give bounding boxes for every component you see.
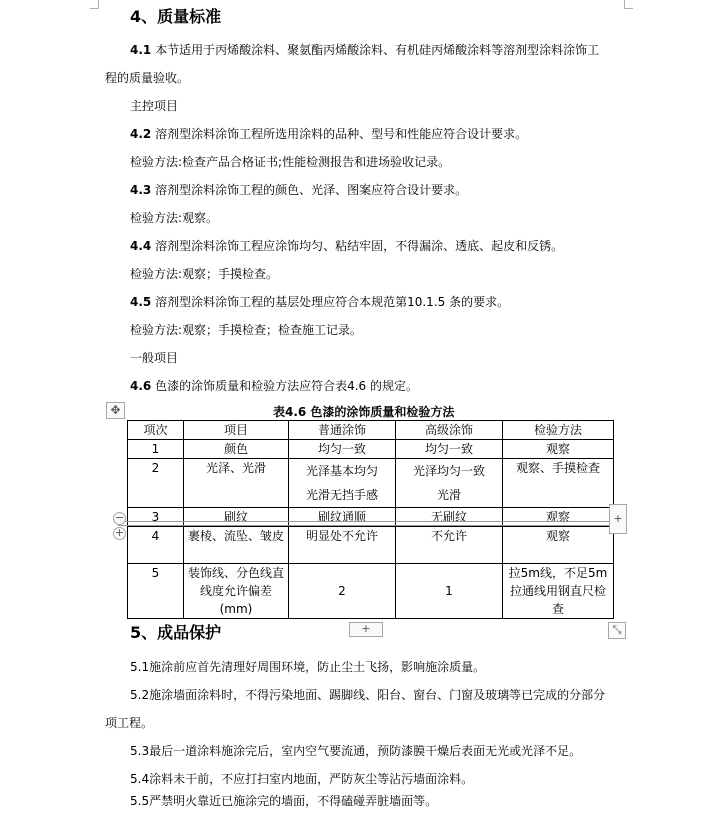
method-4-5: 检验方法:观察；手摸检查；检查施工记录。 (130, 323, 363, 337)
add-row-button[interactable]: + (349, 622, 383, 637)
cell-normal: 均匀一致 (289, 440, 396, 459)
method-4-4: 检验方法:观察；手摸检查。 (130, 267, 279, 281)
paragraph-4-3: 4.3 溶剂型涂料涂饰工程的颜色、光泽、图案应符合设计要求。 (130, 183, 468, 197)
cell-item: 裹棱、流坠、皱皮 (184, 527, 289, 564)
cell-advanced: 不允许 (396, 527, 503, 564)
add-column-button[interactable]: + (609, 504, 627, 534)
cell-advanced: 无刷纹 (396, 508, 503, 527)
table-row (128, 440, 614, 459)
cell-no: 1 (128, 440, 184, 459)
header-advanced: 高级涂饰 (396, 421, 503, 440)
move-handle-icon[interactable]: ✥ (106, 402, 125, 419)
cell-item: 刷纹 (184, 508, 289, 527)
cell-method: 拉5m线，不足5m拉通线用钢直尺检查 (503, 564, 614, 619)
cell-normal: 明显处不允许 (289, 527, 396, 564)
paragraph-5-5: 5.5严禁明火靠近已施涂完的墙面，不得磕碰弄脏墙面等。 (130, 794, 438, 808)
cell-advanced: 均匀一致 (396, 440, 503, 459)
paragraph-5-2: 5.2施涂墙面涂料时，不得污染地面、踢脚线、阳台、窗台、门窗及玻璃等已完成的分部分 (130, 688, 606, 702)
cell-advanced: 光泽均匀一致 光滑 (396, 459, 503, 508)
section-4-heading: 4、质量标准 (130, 7, 222, 26)
section-5-heading: 5、成品保护 (130, 623, 222, 642)
paragraph-4-1: 4.1 本节适用于丙烯酸涂料、聚氨酯丙烯酸涂料、有机硅丙烯酸涂料等溶剂型涂料涂饰工 (130, 43, 600, 57)
table-row (128, 527, 614, 564)
paragraph-4-1-cont: 程的质量验收。 (105, 71, 190, 85)
cell-item: 颜色 (184, 440, 289, 459)
cell-item: 光泽、光滑 (184, 459, 289, 508)
paragraph-5-1: 5.1施涂前应首先清理好周围环境，防止尘土飞扬，影响施涂质量。 (130, 660, 486, 674)
paragraph-4-4: 4.4 溶剂型涂料涂饰工程应涂饰均匀、粘结牢固，不得漏涂、透底、起皮和反锈。 (130, 239, 564, 253)
paragraph-4-5: 4.5 溶剂型涂料涂饰工程的基层处理应符合本规范第10.1.5 条的要求。 (130, 295, 510, 309)
cell-method: 观察 (503, 508, 614, 527)
main-items-label: 主控项目 (130, 99, 179, 113)
cell-method: 观察 (503, 527, 614, 564)
cell-method: 观察 (503, 440, 614, 459)
method-4-2: 检验方法:检查产品合格证书;性能检测报告和进场验收记录。 (130, 155, 451, 169)
paragraph-4-2: 4.2 溶剂型涂料涂饰工程所选用涂料的品种、型号和性能应符合设计要求。 (130, 127, 528, 141)
cell-advanced: 1 (396, 564, 503, 619)
paragraph-5-4: 5.4涂料未干前，不应打扫室内地面，严防灰尘等沾污墙面涂料。 (130, 772, 474, 786)
resize-icon[interactable]: ⤡ (608, 622, 626, 639)
paragraph-5-2-cont: 项工程。 (105, 716, 154, 730)
cell-normal: 刷纹通顺 (289, 508, 396, 527)
cell-method: 观察、手摸检查 (503, 459, 614, 508)
page-corner-mark-left (90, 0, 99, 9)
header-no: 项次 (128, 421, 184, 440)
cell-normal: 光泽基本均匀 光滑无挡手感 (289, 459, 396, 508)
method-4-3: 检验方法:观察。 (130, 211, 219, 225)
paragraph-5-3: 5.3最后一道涂料施涂完后，室内空气要流通，预防漆膜干燥后表面无光或光泽不足。 (130, 744, 582, 758)
minus-icon[interactable]: − (114, 511, 125, 524)
quality-table (127, 420, 614, 619)
cell-no: 4 (128, 527, 184, 564)
table-caption: 表4.6 色漆的涂饰质量和检验方法 (273, 405, 455, 419)
general-items-label: 一般项目 (130, 351, 179, 365)
paragraph-4-6: 4.6 色漆的涂饰质量和检验方法应符合表4.6 的规定。 (130, 379, 418, 393)
table-row (128, 459, 614, 508)
plus-circle-icon[interactable]: + (114, 526, 125, 539)
header-method: 检验方法 (503, 421, 614, 440)
header-normal: 普通涂饰 (289, 421, 396, 440)
header-item: 项目 (184, 421, 289, 440)
table-row (128, 564, 614, 619)
cell-normal: 2 (289, 564, 396, 619)
row-selection-line (118, 521, 620, 526)
cell-no: 2 (128, 459, 184, 508)
cell-no: 3 (128, 508, 184, 527)
cell-item: 装饰线、分色线直线度允许偏差(mm) (184, 564, 289, 619)
table-header-row (128, 421, 614, 440)
cell-no: 5 (128, 564, 184, 619)
page-corner-mark-right (624, 0, 633, 9)
